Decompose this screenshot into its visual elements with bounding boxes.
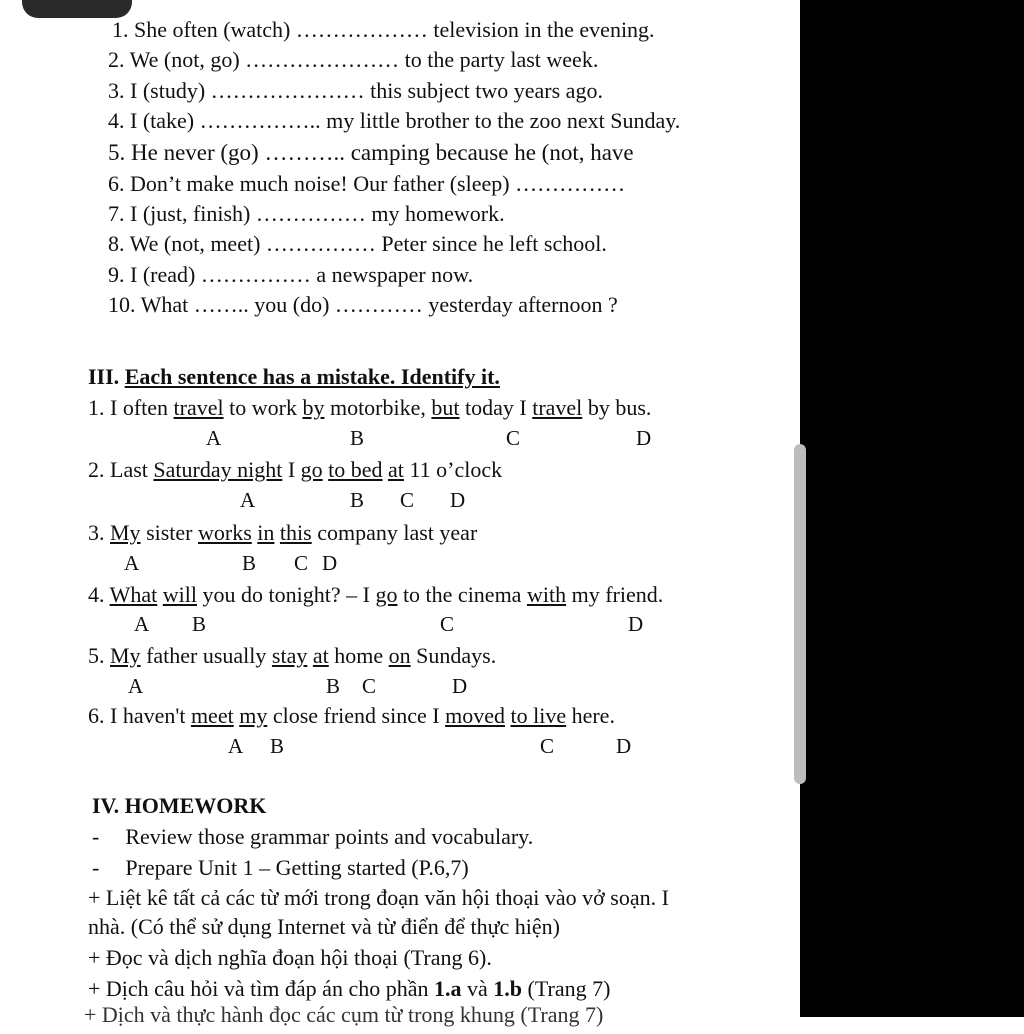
option-label: C	[294, 551, 309, 575]
option-label: A	[128, 674, 144, 698]
homework-task: + Đọc và dịch nghĩa đoạn hội thoại (Trang 6).	[88, 945, 492, 970]
exercise-item: 6. Don’t make much noise! Our father (sleep) ……………	[108, 171, 626, 196]
option-label: B	[192, 612, 207, 636]
option-label: C	[440, 612, 455, 636]
option-label: C	[540, 734, 555, 758]
exercise-item: 5. He never (go) ……….. camping because he (not, have	[108, 140, 634, 165]
section-heading: III. Each sentence has a mistake. Identify it.	[88, 364, 500, 389]
exercise-item: 7. I (just, finish) …………… my homework.	[108, 201, 505, 226]
homework-bullet: - Review those grammar points and vocabulary.	[92, 824, 534, 849]
homework-task: + Dịch câu hỏi và tìm đáp án cho phần 1.a và 1.b (Trang 7)	[88, 976, 611, 1001]
option-label: B	[326, 674, 341, 698]
exercise-item: 9. I (read) …………… a newspaper now.	[108, 262, 474, 287]
background-band	[800, 0, 1024, 1017]
exercise-item: 4. I (take) …………….. my little brother to the zoo next Sunday.	[108, 108, 681, 133]
option-label: C	[362, 674, 377, 698]
option-label: C	[506, 426, 521, 450]
mistake-sentence: 2. Last Saturday night I go to bed at 11 o’clock	[88, 457, 503, 482]
mistake-sentence: 1. I often travel to work by motorbike, but today I travel by bus.	[88, 395, 652, 420]
option-label: A	[240, 488, 256, 512]
exercise-item: 3. I (study) ………………… this subject two years ago.	[108, 78, 603, 103]
homework-bullet: - Prepare Unit 1 – Getting started (P.6,7)	[92, 855, 469, 880]
exercise-item: 8. We (not, meet) …………… Peter since he left school.	[108, 231, 607, 256]
homework-task: nhà. (Có thể sử dụng Internet và từ điển để thực hiện)	[88, 914, 560, 939]
option-label: D	[450, 488, 466, 512]
option-label: A	[134, 612, 150, 636]
option-label: B	[270, 734, 285, 758]
option-label: D	[452, 674, 468, 698]
option-label: B	[350, 426, 365, 450]
option-label: B	[350, 488, 365, 512]
exercise-item: 2. We (not, go) ………………… to the party last week.	[108, 47, 599, 72]
mistake-sentence: 3. My sister works in this company last year	[88, 520, 478, 545]
option-label: D	[322, 551, 338, 575]
mistake-sentence: 5. My father usually stay at home on Sundays.	[88, 643, 497, 668]
mistake-sentence: 6. I haven't meet my close friend since I moved to live here.	[88, 703, 615, 728]
homework-task-clipped: + Dịch và thực hành đọc các cụm từ trong khung (Trang 7)	[84, 1002, 604, 1027]
mistake-sentence: 4. What will you do tonight? – I go to the cinema with my friend.	[88, 582, 664, 607]
homework-task: + Liệt kê tất cả các từ mới trong đoạn văn hội thoại vào vở soạn. I	[88, 885, 669, 910]
option-label: D	[636, 426, 652, 450]
homework-heading: IV. HOMEWORK	[92, 793, 267, 818]
scrollbar-thumb[interactable]	[794, 444, 806, 784]
option-label: D	[628, 612, 644, 636]
exercise-item: 1. She often (watch) ……………… television in the evening.	[112, 17, 655, 42]
exercise-item: 10. What …….. you (do) ………… yesterday afternoon ?	[108, 292, 618, 317]
option-label: B	[242, 551, 257, 575]
option-label: A	[124, 551, 140, 575]
option-label: D	[616, 734, 632, 758]
option-label: A	[228, 734, 244, 758]
zalo-logo	[22, 0, 132, 18]
option-label: A	[206, 426, 222, 450]
option-label: C	[400, 488, 415, 512]
